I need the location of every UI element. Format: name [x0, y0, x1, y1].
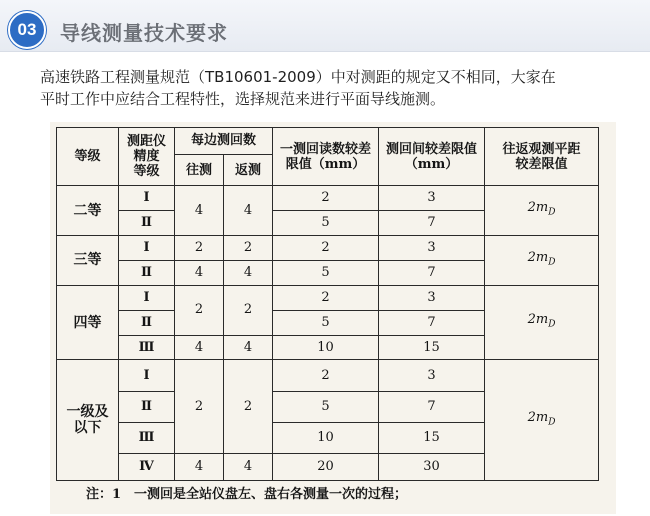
intro-line-2: 平时工作中应结合工程特性，选择规范来进行平面导线施测。 [40, 90, 446, 108]
intro-paragraph [40, 66, 640, 110]
table-footnote: 注：1 一测回是全站仪盘左、盘右各测量一次的过程； [86, 487, 408, 502]
forward-cell: 2 [175, 235, 224, 260]
backward-cell: 2 [224, 235, 273, 260]
header-round-trip-text: 往返观测平距 较差限值 [502, 141, 581, 172]
slide-title: 导线测量技术要求 [60, 21, 228, 45]
reading-diff-cell: 5 [273, 391, 379, 422]
traverse-spec-table [56, 127, 599, 481]
header-instrument-grade [119, 128, 175, 186]
round-trip-cell [485, 360, 599, 481]
header-backward: 返测 [224, 154, 273, 185]
reading-diff-cell: 5 [273, 211, 379, 236]
round-diff-cell: 30 [379, 453, 485, 480]
round-diff-cell: 15 [379, 422, 485, 453]
level-cell: Ⅳ [119, 453, 175, 480]
round-trip-sub: D [548, 207, 556, 218]
level-cell: Ⅱ [119, 211, 175, 236]
round-trip-sub: D [548, 319, 556, 330]
reading-diff-cell: 20 [273, 453, 379, 480]
table-row [57, 285, 599, 310]
reading-diff-cell: 5 [273, 260, 379, 285]
backward-cell: 4 [224, 453, 273, 480]
level-cell: Ⅰ [119, 360, 175, 391]
slide-header [0, 0, 650, 52]
intro-line-1: 高速铁路工程测量规范（TB10601-2009）中对测距的规定又不相同，大家在 [40, 68, 556, 86]
round-trip-value: 2m [527, 250, 549, 266]
level-cell: Ⅰ [119, 235, 175, 260]
table-row [57, 235, 599, 260]
round-trip-cell [485, 235, 599, 285]
header-instrument-text: 测距仪 精度 等级 [126, 134, 166, 180]
table-row [57, 186, 599, 211]
round-diff-cell: 7 [379, 211, 485, 236]
grade-cell: 四等 [57, 285, 119, 360]
header-reading-diff [273, 128, 379, 186]
round-trip-value: 2m [527, 312, 549, 328]
level-cell: Ⅱ [119, 260, 175, 285]
round-diff-cell: 7 [379, 310, 485, 335]
level-cell: Ⅲ [119, 335, 175, 360]
backward-cell: 2 [224, 285, 273, 335]
reading-diff-cell: 2 [273, 360, 379, 391]
grade-cell [57, 360, 119, 481]
level-cell: Ⅰ [119, 186, 175, 211]
backward-cell: 4 [224, 260, 273, 285]
section-number-badge: 03 [8, 11, 46, 49]
reading-diff-cell: 10 [273, 335, 379, 360]
grade-cell-text: 一级及 以下 [66, 404, 109, 437]
level-cell: Ⅰ [119, 285, 175, 310]
forward-cell: 4 [175, 260, 224, 285]
table-row [57, 360, 599, 391]
round-trip-sub: D [548, 417, 556, 428]
round-trip-value: 2m [527, 200, 549, 216]
round-trip-value: 2m [527, 409, 549, 425]
round-diff-cell: 3 [379, 186, 485, 211]
forward-cell: 4 [175, 453, 224, 480]
round-diff-cell: 3 [379, 360, 485, 391]
backward-cell: 4 [224, 335, 273, 360]
header-round-diff-text: 测回间较差限值 （mm） [386, 141, 478, 172]
header-grade: 等级 [57, 128, 119, 186]
level-cell: Ⅱ [119, 310, 175, 335]
round-trip-sub: D [548, 257, 556, 268]
round-trip-cell [485, 285, 599, 360]
backward-cell: 4 [224, 186, 273, 236]
reading-diff-cell: 10 [273, 422, 379, 453]
reading-diff-cell: 2 [273, 235, 379, 260]
header-forward: 往测 [175, 154, 224, 185]
round-diff-cell: 3 [379, 285, 485, 310]
forward-cell: 4 [175, 335, 224, 360]
reading-diff-cell: 2 [273, 285, 379, 310]
round-diff-cell: 15 [379, 335, 485, 360]
round-diff-cell: 7 [379, 391, 485, 422]
header-reading-diff-text: 一测回读数较差 限值（mm） [280, 141, 372, 172]
reading-diff-cell: 5 [273, 310, 379, 335]
header-round-trip-diff [485, 128, 599, 186]
backward-cell: 2 [224, 360, 273, 453]
level-cell: Ⅱ [119, 391, 175, 422]
table-header-row [57, 128, 599, 155]
round-diff-cell: 7 [379, 260, 485, 285]
forward-cell: 4 [175, 186, 224, 236]
round-diff-cell: 3 [379, 235, 485, 260]
forward-cell: 2 [175, 360, 224, 453]
grade-cell: 二等 [57, 186, 119, 236]
grade-cell: 三等 [57, 235, 119, 285]
round-trip-cell [485, 186, 599, 236]
reading-diff-cell: 2 [273, 186, 379, 211]
header-rounds-per-side: 每边测回数 [175, 128, 273, 155]
header-round-diff [379, 128, 485, 186]
level-cell: Ⅲ [119, 422, 175, 453]
forward-cell: 2 [175, 285, 224, 335]
